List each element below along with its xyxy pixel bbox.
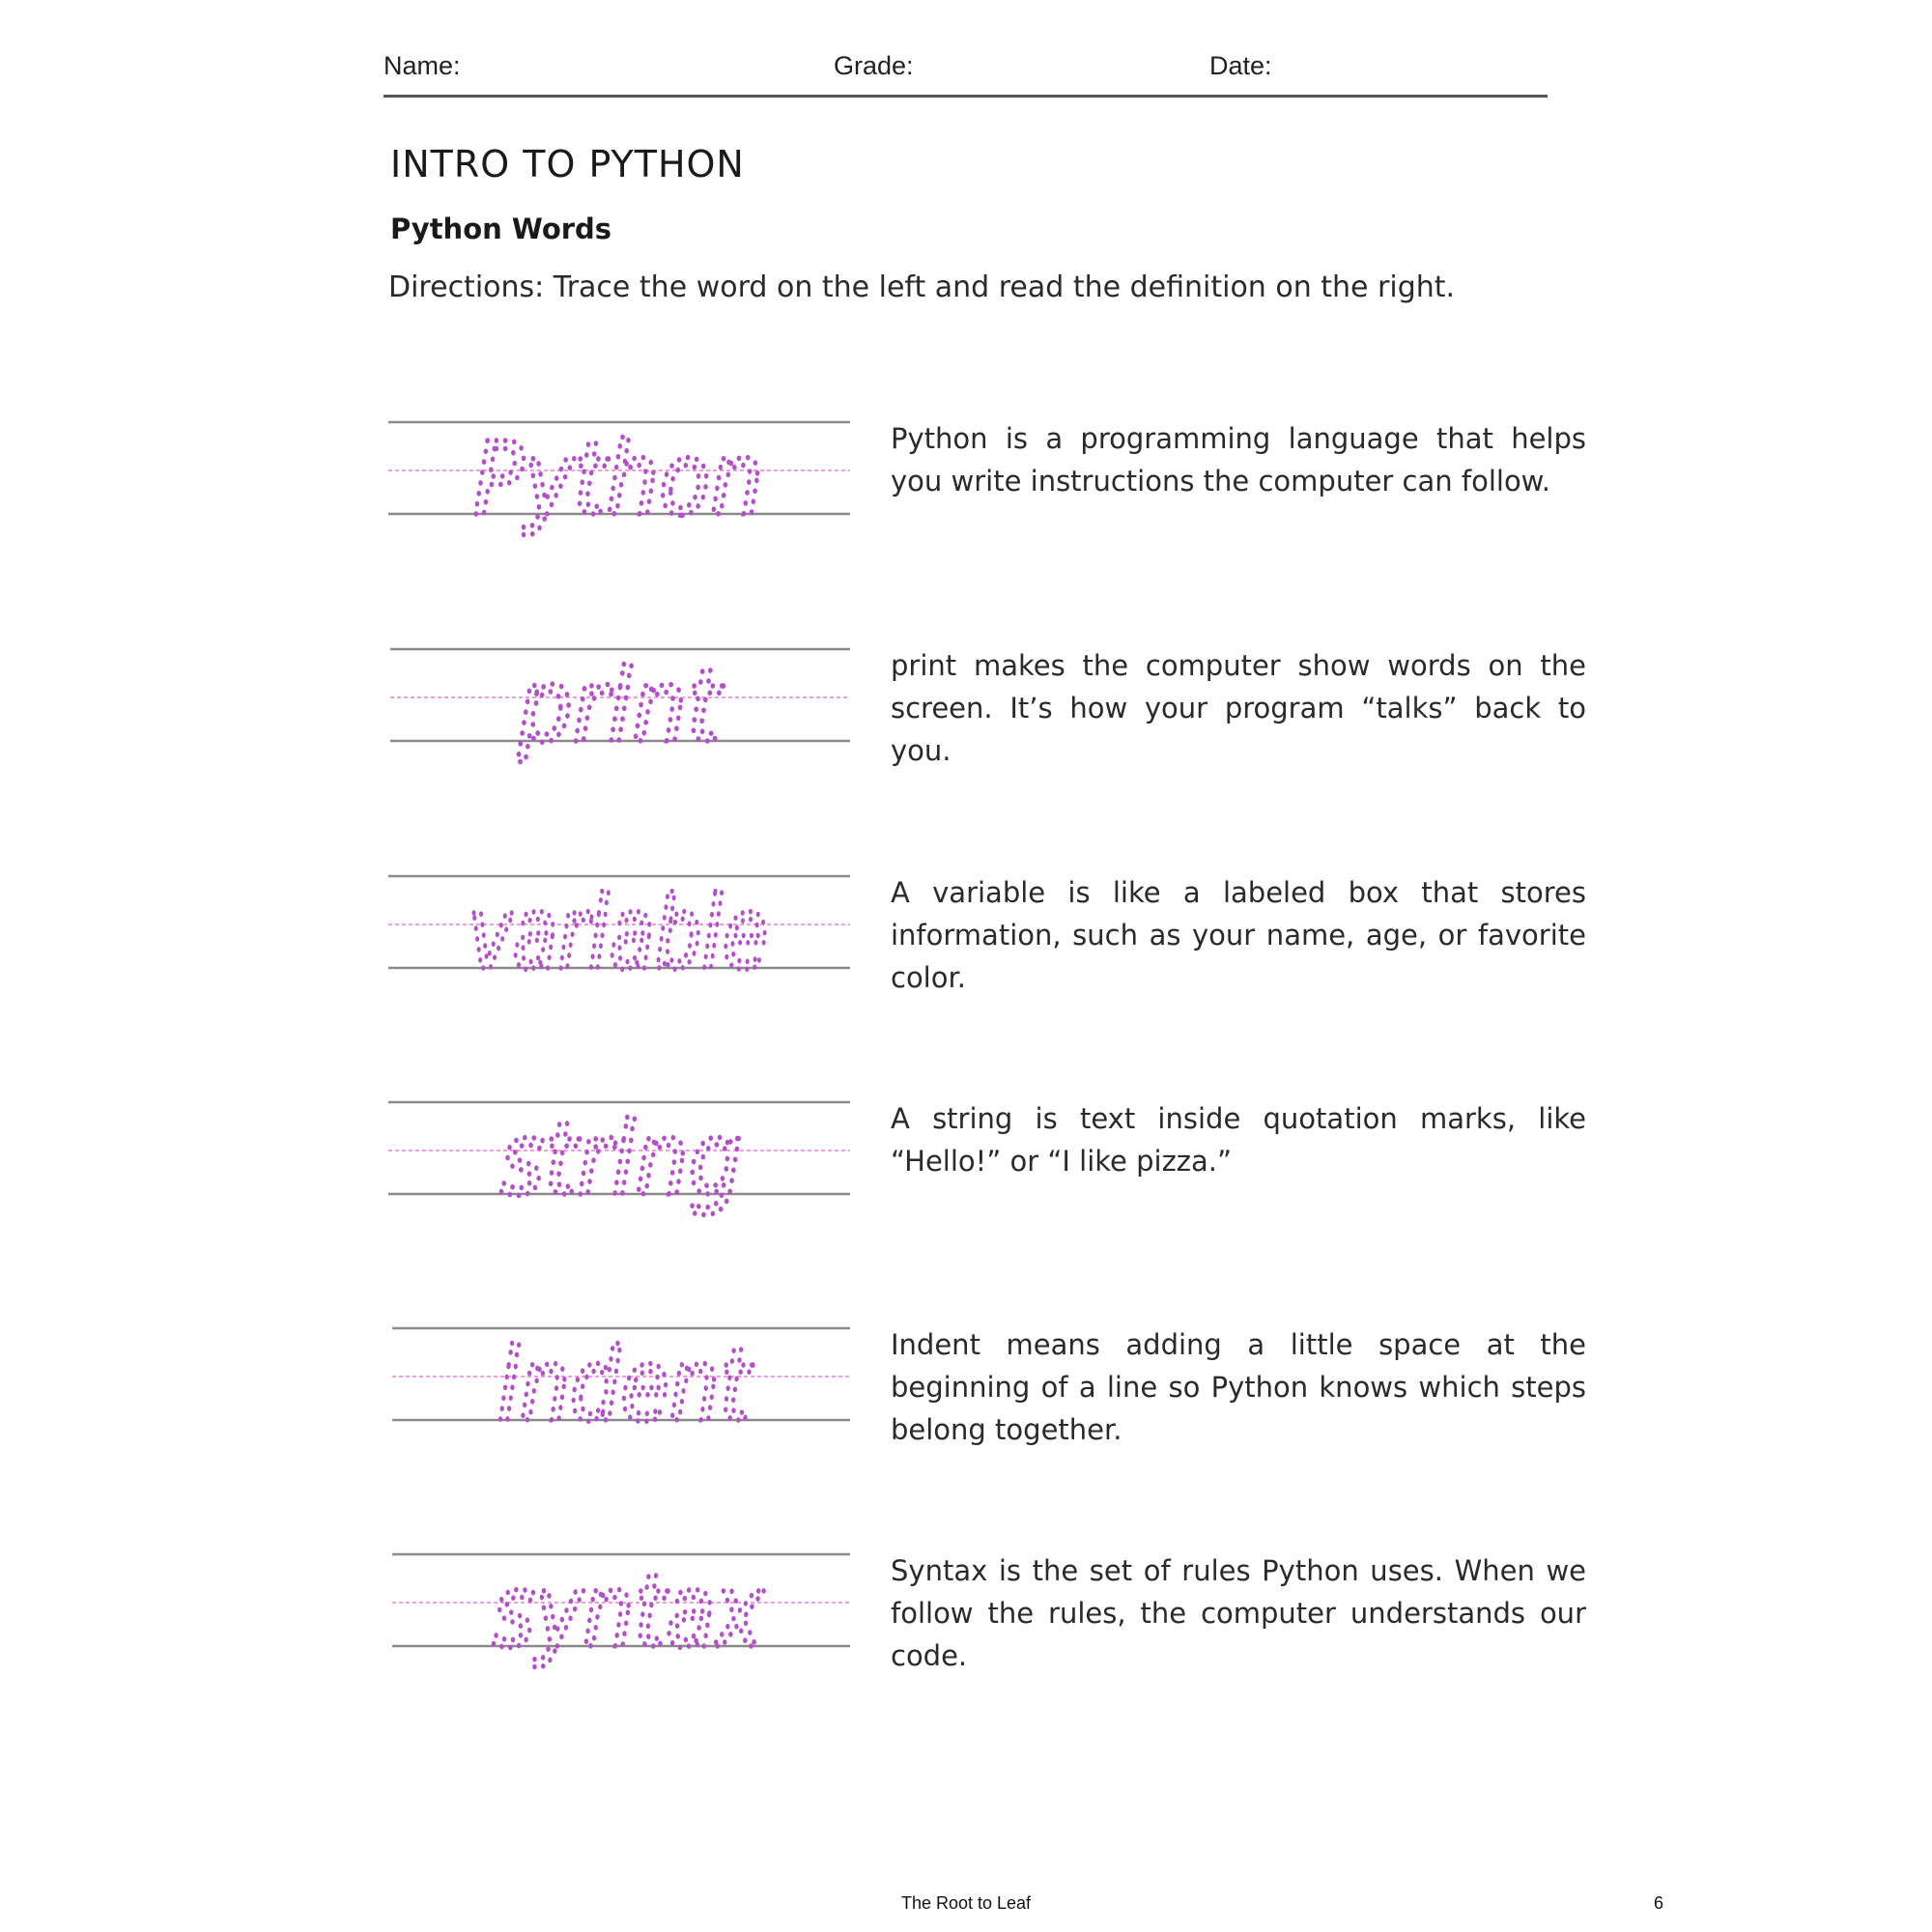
traced-word: syntax [493,1552,765,1670]
handwriting-guide [386,1097,850,1291]
definition-text: A variable is like a labeled box that stores information, such as your name, age, or favorite color. [891,876,1586,994]
definition-text: print makes the computer show words on the screen. It’s how your program “talks” back to you. [891,649,1586,767]
vocab-row-python [386,417,1594,611]
grade-field-label[interactable]: Grade: [834,51,914,80]
footer-source: The Root to Leaf [900,1893,1032,1913]
handwriting-guide [386,417,850,611]
trace-area-variable[interactable] [386,871,850,1065]
traced-word: Python [473,420,763,538]
vocab-row-print [386,644,1594,838]
handwriting-guide [386,1549,850,1743]
trace-area-syntax[interactable] [386,1549,850,1743]
section-subtitle: Python Words [390,213,612,245]
definition-text: A string is text inside quotation marks, like “Hello!” or “I like pizza.” [891,1102,1586,1178]
trace-area-string[interactable] [386,1097,850,1291]
definition-text: Python is a programming language that helps you write instructions the computer can follow. [891,422,1586,497]
trace-area-indent[interactable] [386,1323,850,1517]
student-info-header [384,46,1548,98]
vocab-row-string [386,1097,1594,1291]
name-field-label[interactable]: Name: [384,51,461,80]
traced-word: print [517,647,724,765]
handwriting-guide [386,1323,850,1517]
page-number: 6 [1654,1893,1664,1913]
handwriting-guide [386,644,850,838]
traced-word: variable [469,874,768,992]
traced-word: string [500,1100,742,1218]
date-field-label[interactable]: Date: [1209,51,1272,80]
handwriting-guide [386,871,850,1065]
vocab-row-syntax [386,1549,1594,1743]
trace-area-python[interactable] [386,417,850,611]
definition-text: Syntax is the set of rules Python uses. When we follow the rules, the computer understands our code. [891,1554,1586,1672]
vocab-row-indent [386,1323,1594,1517]
trace-area-print[interactable] [386,644,850,838]
definition-text: Indent means adding a little space at the beginning of a line so Python knows which steps belong together. [891,1328,1586,1446]
page-title: INTRO TO PYTHON [390,143,745,185]
traced-word: indent [497,1326,753,1444]
vocab-row-variable [386,871,1594,1065]
directions-text: Directions: Trace the word on the left and read the definition on the right. [388,270,1456,304]
